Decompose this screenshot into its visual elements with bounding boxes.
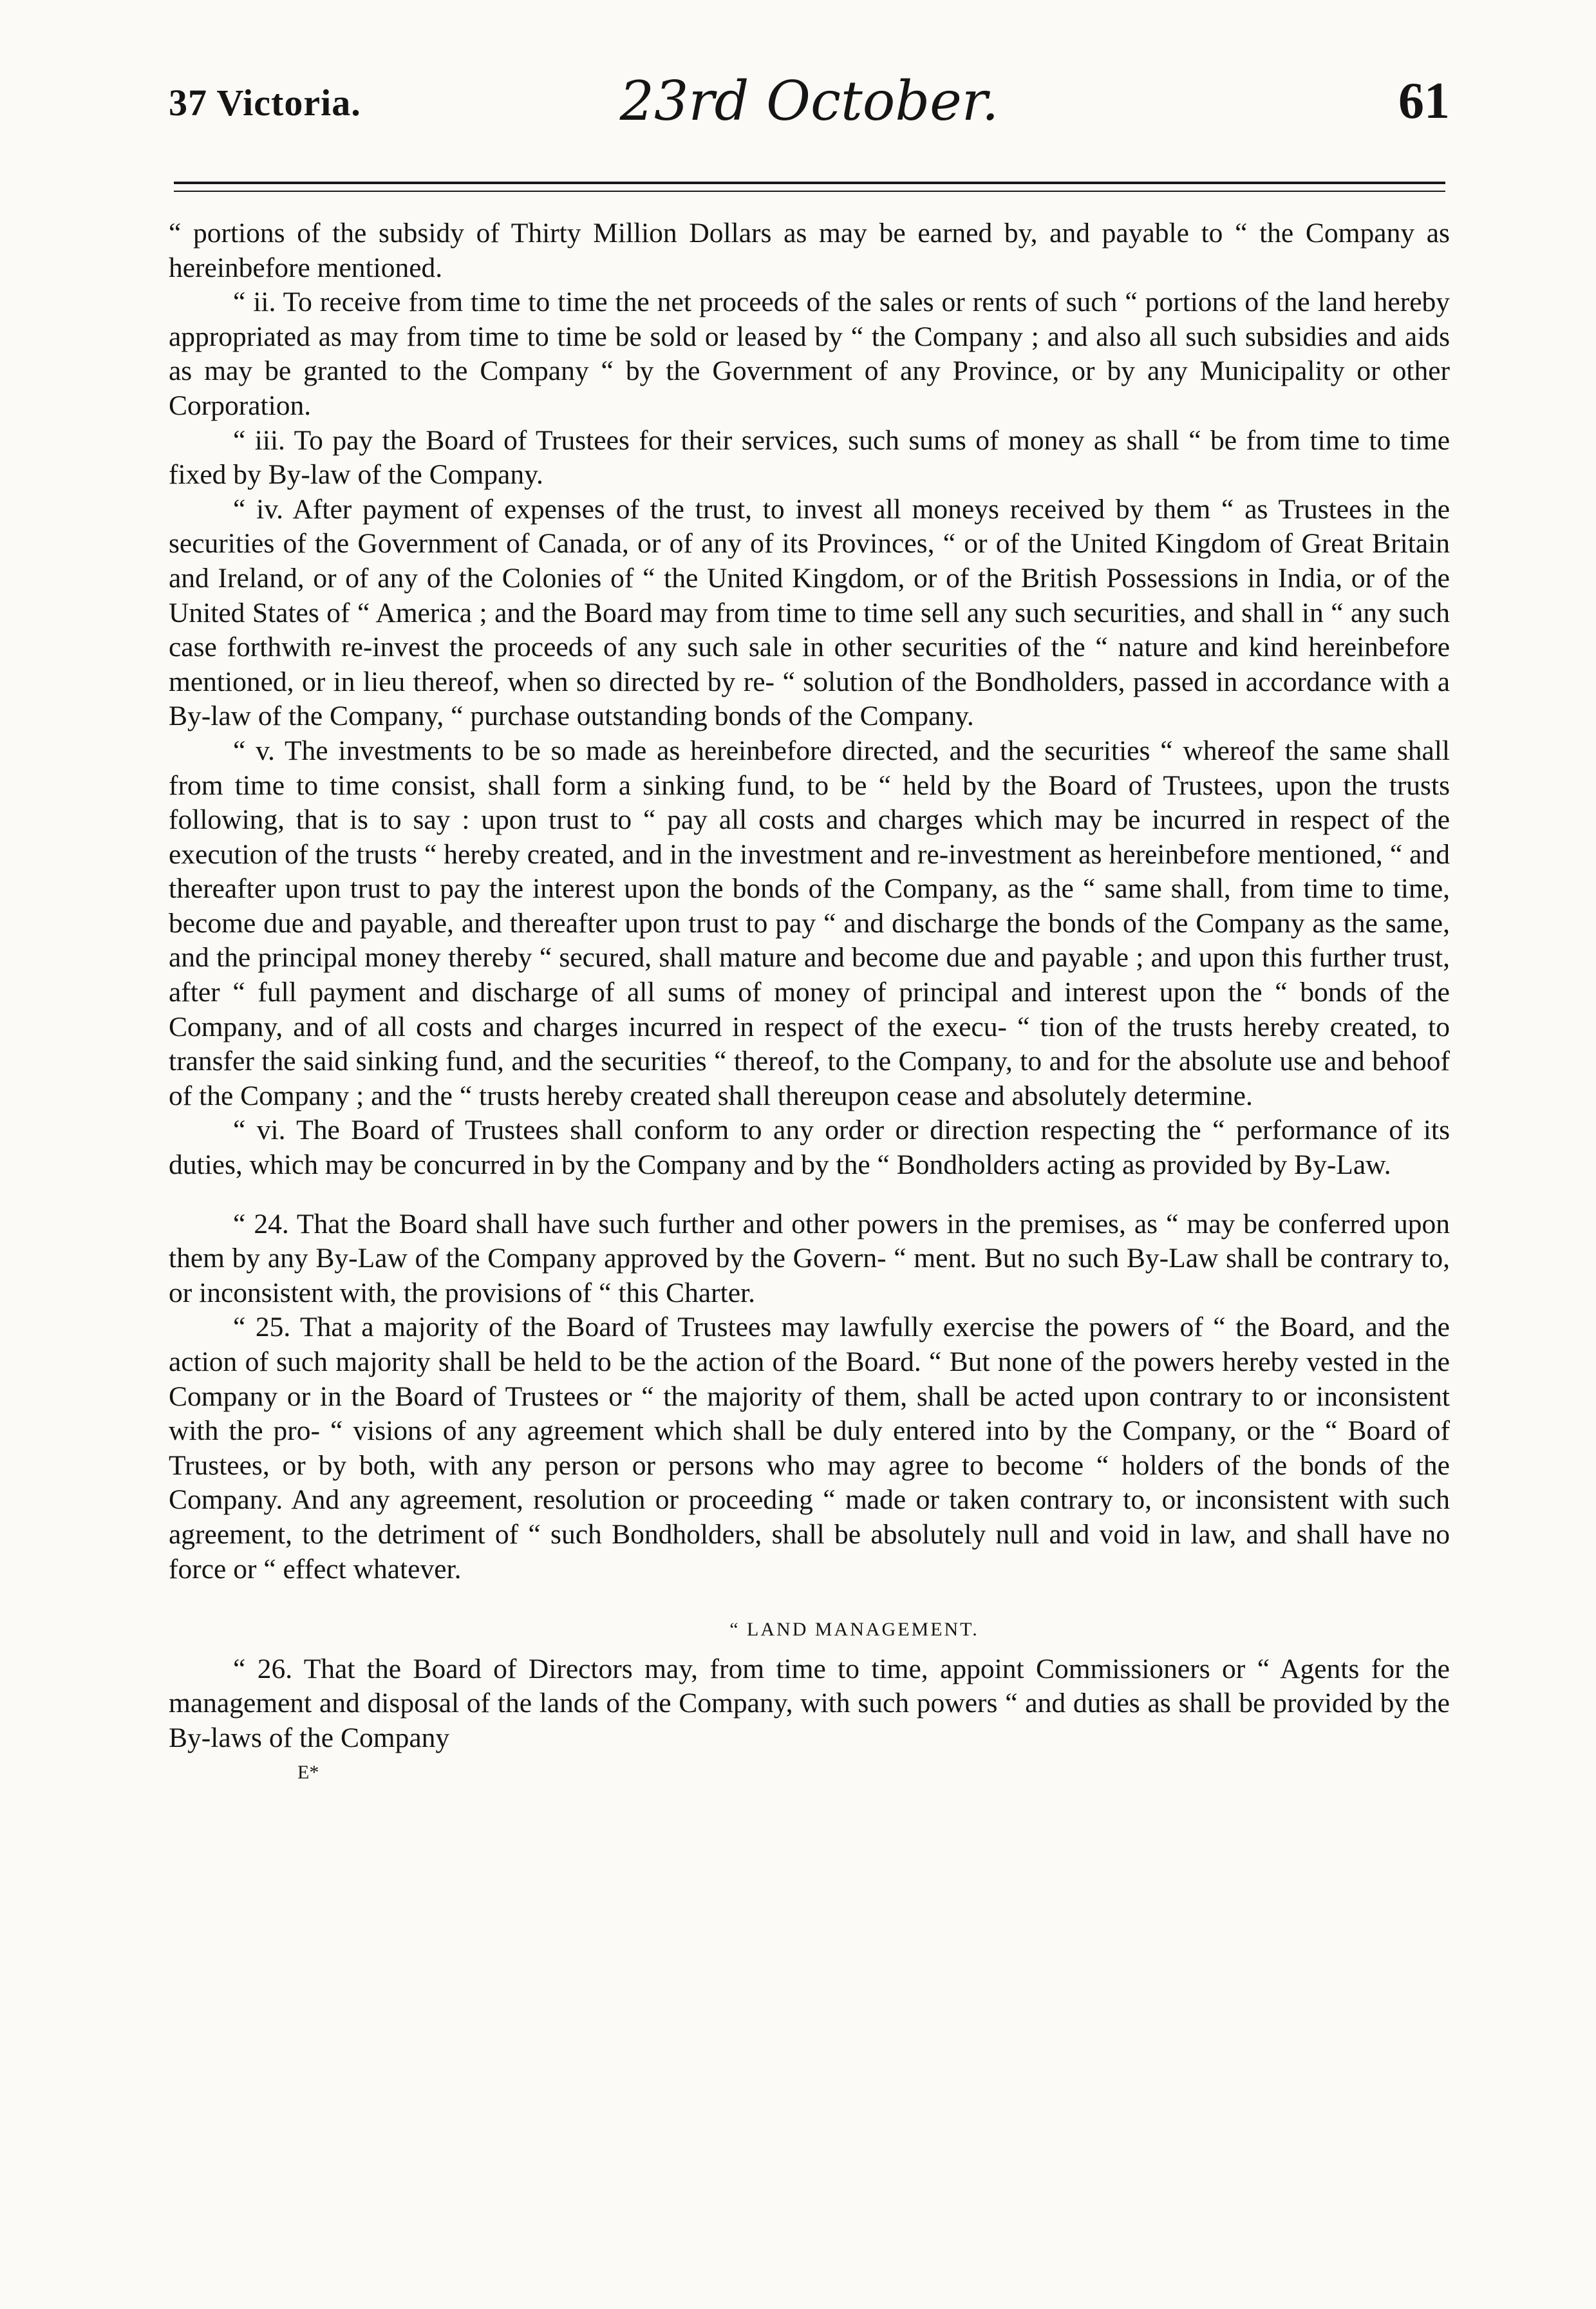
paragraph-clause-ii: “ ii. To receive from time to time the net proceeds of the sales or rents of such “ portions of the land hereby appropriated as may from time to time be sold or leased by “ the Company ; and also all such subsidies and aids as may be granted to the Company “ by the Government of any Province, or by any Municipality or other Corporation. bbox=[169, 287, 1450, 421]
header-rule-thin bbox=[174, 191, 1445, 192]
paragraph-clause-iv: “ iv. After payment of expenses of the trust, to invest all moneys received by them “ as Trustees in the securities of the Government of Canada, or of any of its Provinces, “ or of the United Kingdom of Great Britain and Ireland, or of any of the Colonies of “ the United Kingdom, or of the British Possessions in India, or of the United States of “ America ; and the Board may from time to time sell any such securities, and shall in “ any such case forthwith re-invest the proceeds of any such sale in other securities of the “ nature and kind hereinbefore mentioned, or in lieu thereof, when so directed by re- “ solution of the Bondholders, passed in accordance with a By-law of the Company, “ purchase outstanding bonds of the Company. bbox=[169, 493, 1450, 732]
page-number: 61 bbox=[1398, 73, 1450, 129]
paragraph-subsidy-continuation: “ portions of the subsidy of Thirty Million Dollars as may be earned by, and payable to “ the Company as hereinbefore mentioned. bbox=[169, 218, 1450, 283]
paragraph-section-24: “ 24. That the Board shall have such further and other powers in the premises, as “ may be conferred upon them by any By-Law of the Company approved by the Govern- “ ment. But no such By-Law shall be contrary to, or inconsistent with, the provisions of “ this Charter. bbox=[169, 1208, 1450, 1308]
signature-mark: E* bbox=[297, 1761, 319, 1783]
paragraph-clause-v: “ v. The investments to be so made as hereinbefore directed, and the securities “ whereof the same shall from time to time consist, shall form a sinking fund, to be “ held by the Board of Trustees, upon the trusts following, that is to say : upon trust to “ pay all costs and charges which may be incurred in respect of the execution of the trusts “ hereby created, and in the investment and re-investment as hereinbefore mentioned, “ and thereafter upon trust to pay the interest upon the bonds of the Company, as the “ same shall, from time to time, become due and payable, and thereafter upon trust to pay “ and discharge the bonds of the Company as the same, and the principal money thereby “ secured, shall mature and become due and payable ; and upon this further trust, after “ full payment and discharge of all sums of money of principal and interest upon the “ bonds of the Company, and of all costs and charges incurred in respect of the execu- “ tion of the trusts hereby created, to transfer the said sinking fund, and the securities “ thereof, to the Company, to and for the absolute use and behoof of the Company ; and the “ trusts hereby created shall thereupon cease and absolutely determine. bbox=[169, 735, 1450, 1111]
page-header bbox=[169, 70, 1450, 140]
section-heading-land-management: “ LAND MANAGEMENT. bbox=[729, 1619, 979, 1641]
header-rule-thick bbox=[174, 182, 1445, 184]
paragraph-clause-iii: “ iii. To pay the Board of Trustees for their services, such sums of money as shall “ be from time to time fixed by By-law of the Company. bbox=[169, 424, 1450, 491]
paragraph-clause-vi: “ vi. The Board of Trustees shall conform to any order or direction respecting the “ performance of its duties, which may be concurred in by the Company and by the “ Bondholders acting as provided by By-Law. bbox=[169, 1115, 1450, 1181]
header-date: 23rd October. bbox=[619, 70, 999, 133]
paragraph-section-25: “ 25. That a majority of the Board of Trustees may lawfully exercise the powers of “ the Board, and the action of such majority shall be held to be the action of the Board. “ But none of the powers hereby vested in the Company or in the Board of Trustees or “ the majority of them, shall be acted upon contrary to or inconsistent with the pro- “ visions of any agreement which shall be duly entered into by the Company, or the “ Board of Trustees, or by both, with any person or persons who may agree to become “ holders of the bonds of the Company. And any agreement, resolution or proceeding “ made or taken contrary to, or inconsistent with such agreement, to the detriment of “ such Bondholders, shall be absolutely null and void in law, and shall have no force or “ effect whatever. bbox=[169, 1312, 1450, 1585]
document-body bbox=[169, 216, 1450, 1786]
paragraph-section-26: “ 26. That the Board of Directors may, from time to time, appoint Commissioners or “ Agents for the management and disposal of the lands of the Company, with such powers “ and duties as shall be provided by the By-laws of the Company bbox=[169, 1653, 1450, 1753]
header-regnal-year: 37 Victoria. bbox=[169, 82, 361, 124]
